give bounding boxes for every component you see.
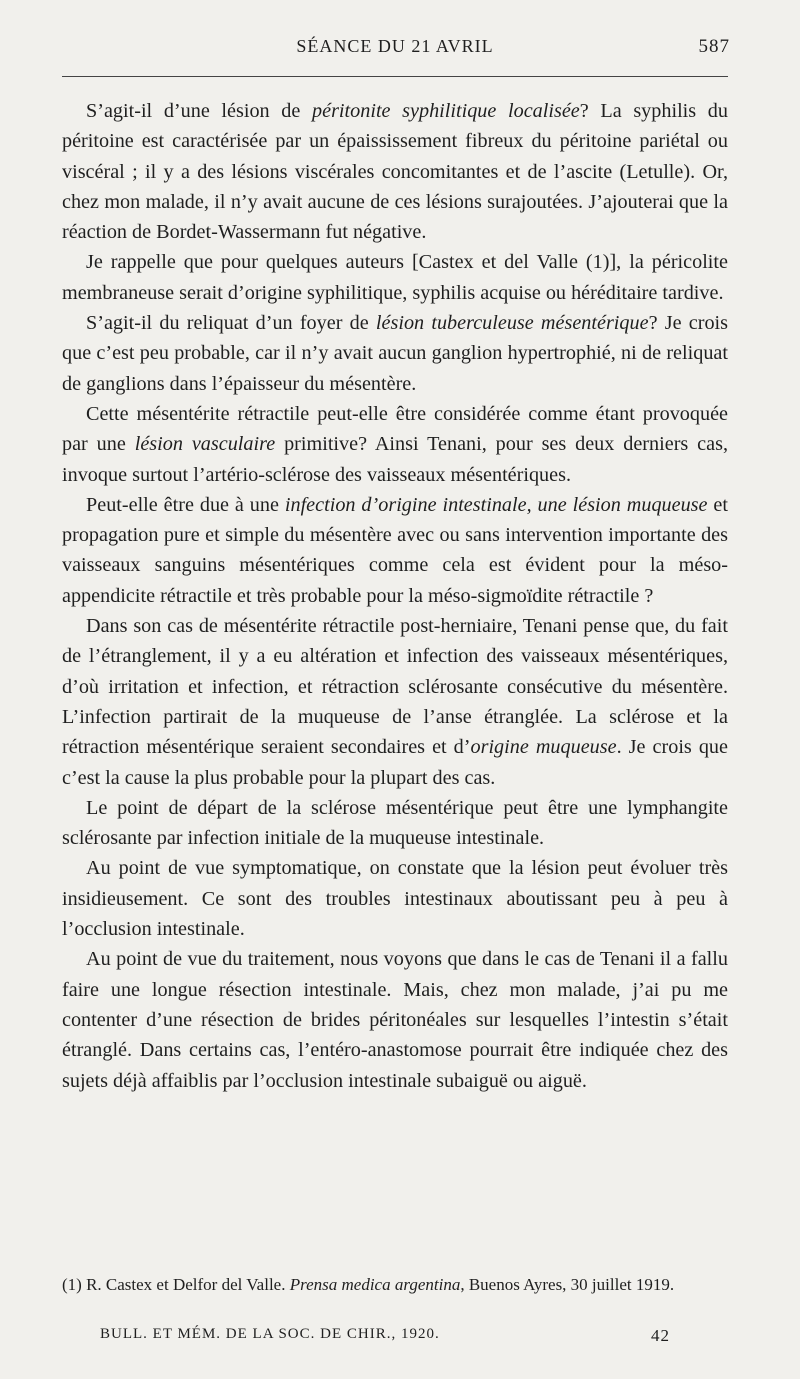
text-run: Je rappelle que pour quelques auteurs [Castex et del Valle (1)], la péricolite membraneuse serait d’origine syphilitique, syphilis acquise ou héréditaire tardive. [62,251,728,304]
paragraph [62,308,728,399]
text-run: Le point de départ de la sclérose mésentérique peut être une lymphangite sclérosante par infection initiale de la muqueuse intestinale. [62,796,728,850]
paragraph [62,247,728,308]
italic-text-run: infection d’origine intestinale, une lésion muqueuse [284,493,708,516]
signature-number: 42 [651,1326,670,1345]
text-run: (1) R. Castex et Delfor del Valle. [62,1275,290,1294]
header-rule [62,76,728,77]
text-run: Au point de vue du traitement, nous voyons que dans le cas de Tenani il a fallu faire une longue résection intestinale. Mais, chez mon malade, j’ai pu me contenter d’une résection de brides péritonéales sur lesquelles l’intestin s’était étranglé. Dans certains cas, l’entéro-anastomose pourrait être indiquée chez des sujets déjà affaiblis par l’occlusion intestinale subaiguë ou aiguë. [62,948,728,1092]
text-run: primitive? Ainsi Tenani, pour ses deux derniers cas, invoque surtout l’artério-sclérose des vaisseaux mésentériques. [62,433,728,486]
italic-text-run: origine muqueuse [470,736,617,759]
italic-text-run: péritonite syphilitique localisée [312,100,580,122]
running-header [60,36,730,62]
text-run: S’agit-il du reliquat d’un foyer de [86,312,376,335]
paragraph [62,793,728,854]
footnote [62,1272,728,1298]
journal-reference: BULL. ET MÉM. DE LA SOC. DE CHIR., 1920. [100,1326,440,1342]
paragraph [62,853,728,944]
paragraph [62,96,728,247]
article-body [62,96,728,1096]
italic-text-run: Prensa medica argentina [289,1275,461,1294]
text-run: ? Je crois que c’est peu probable, car il n’y avait aucun ganglion hypertrophié, ni de reliquat de ganglions dans l’épaisseur du mésentère. [62,312,729,395]
page-number: 587 [698,36,730,57]
paragraph [62,399,728,490]
text-run: Cette mésentérite rétractile peut-elle être considérée comme étant provoquée par une [62,402,728,456]
page-footer [100,1326,670,1350]
italic-text-run: lésion tuberculeuse mésentérique [375,312,649,335]
header-title: SÉANCE DU 21 AVRIL [296,36,494,56]
text-run: Dans son cas de mésentérite rétractile post-herniaire, Tenani pense que, du fait de l’étranglement, il y a eu altération et infection des vaisseaux mésentériques, d’où irritation et infection, et rétraction sclérosante consécutive du mésentère. L’infection partirait de la muqueuse de l’anse étranglée. La sclérose et la rétraction mésentérique seraient secondaires et d’ [62,615,728,759]
text-run: Au point de vue symptomatique, on constate que la lésion peut évoluer très insidieusement. Ce sont des troubles intestinaux aboutissant peu à peu à l’occlusion intestinale. [62,857,728,941]
text-run: et propagation pure et simple du mésentère avec ou sans intervention importante des vaisseaux sanguins mésentériques comme cela est évident pour la méso-appendicite rétractile et très probable pour la méso-sigmoïdite rétractile ? [62,493,728,607]
italic-text-run: lésion vasculaire [134,433,276,456]
text-run: Peut-elle être due à une [86,493,285,516]
paragraph [62,490,728,611]
text-run: ? La syphilis du péritoine est caractérisée par un épaississement fibreux du péritoine pariétal ou viscéral ; il y a des lésions viscérales concomitantes et de l’ascite (Letulle). Or, chez mon malade, il n’y avait aucune de ces lésions surajoutées. J’ajouterai que la réaction de Bordet-Wassermann fut négative. [62,100,728,244]
paragraph [62,944,728,1095]
text-run: . Je crois que c’est la cause la plus probable pour la plupart des cas. [62,736,728,789]
text-run: S’agit-il d’une lésion de [86,100,313,122]
paragraph [62,611,728,793]
text-run: , Buenos Ayres, 30 juillet 1919. [460,1275,675,1294]
